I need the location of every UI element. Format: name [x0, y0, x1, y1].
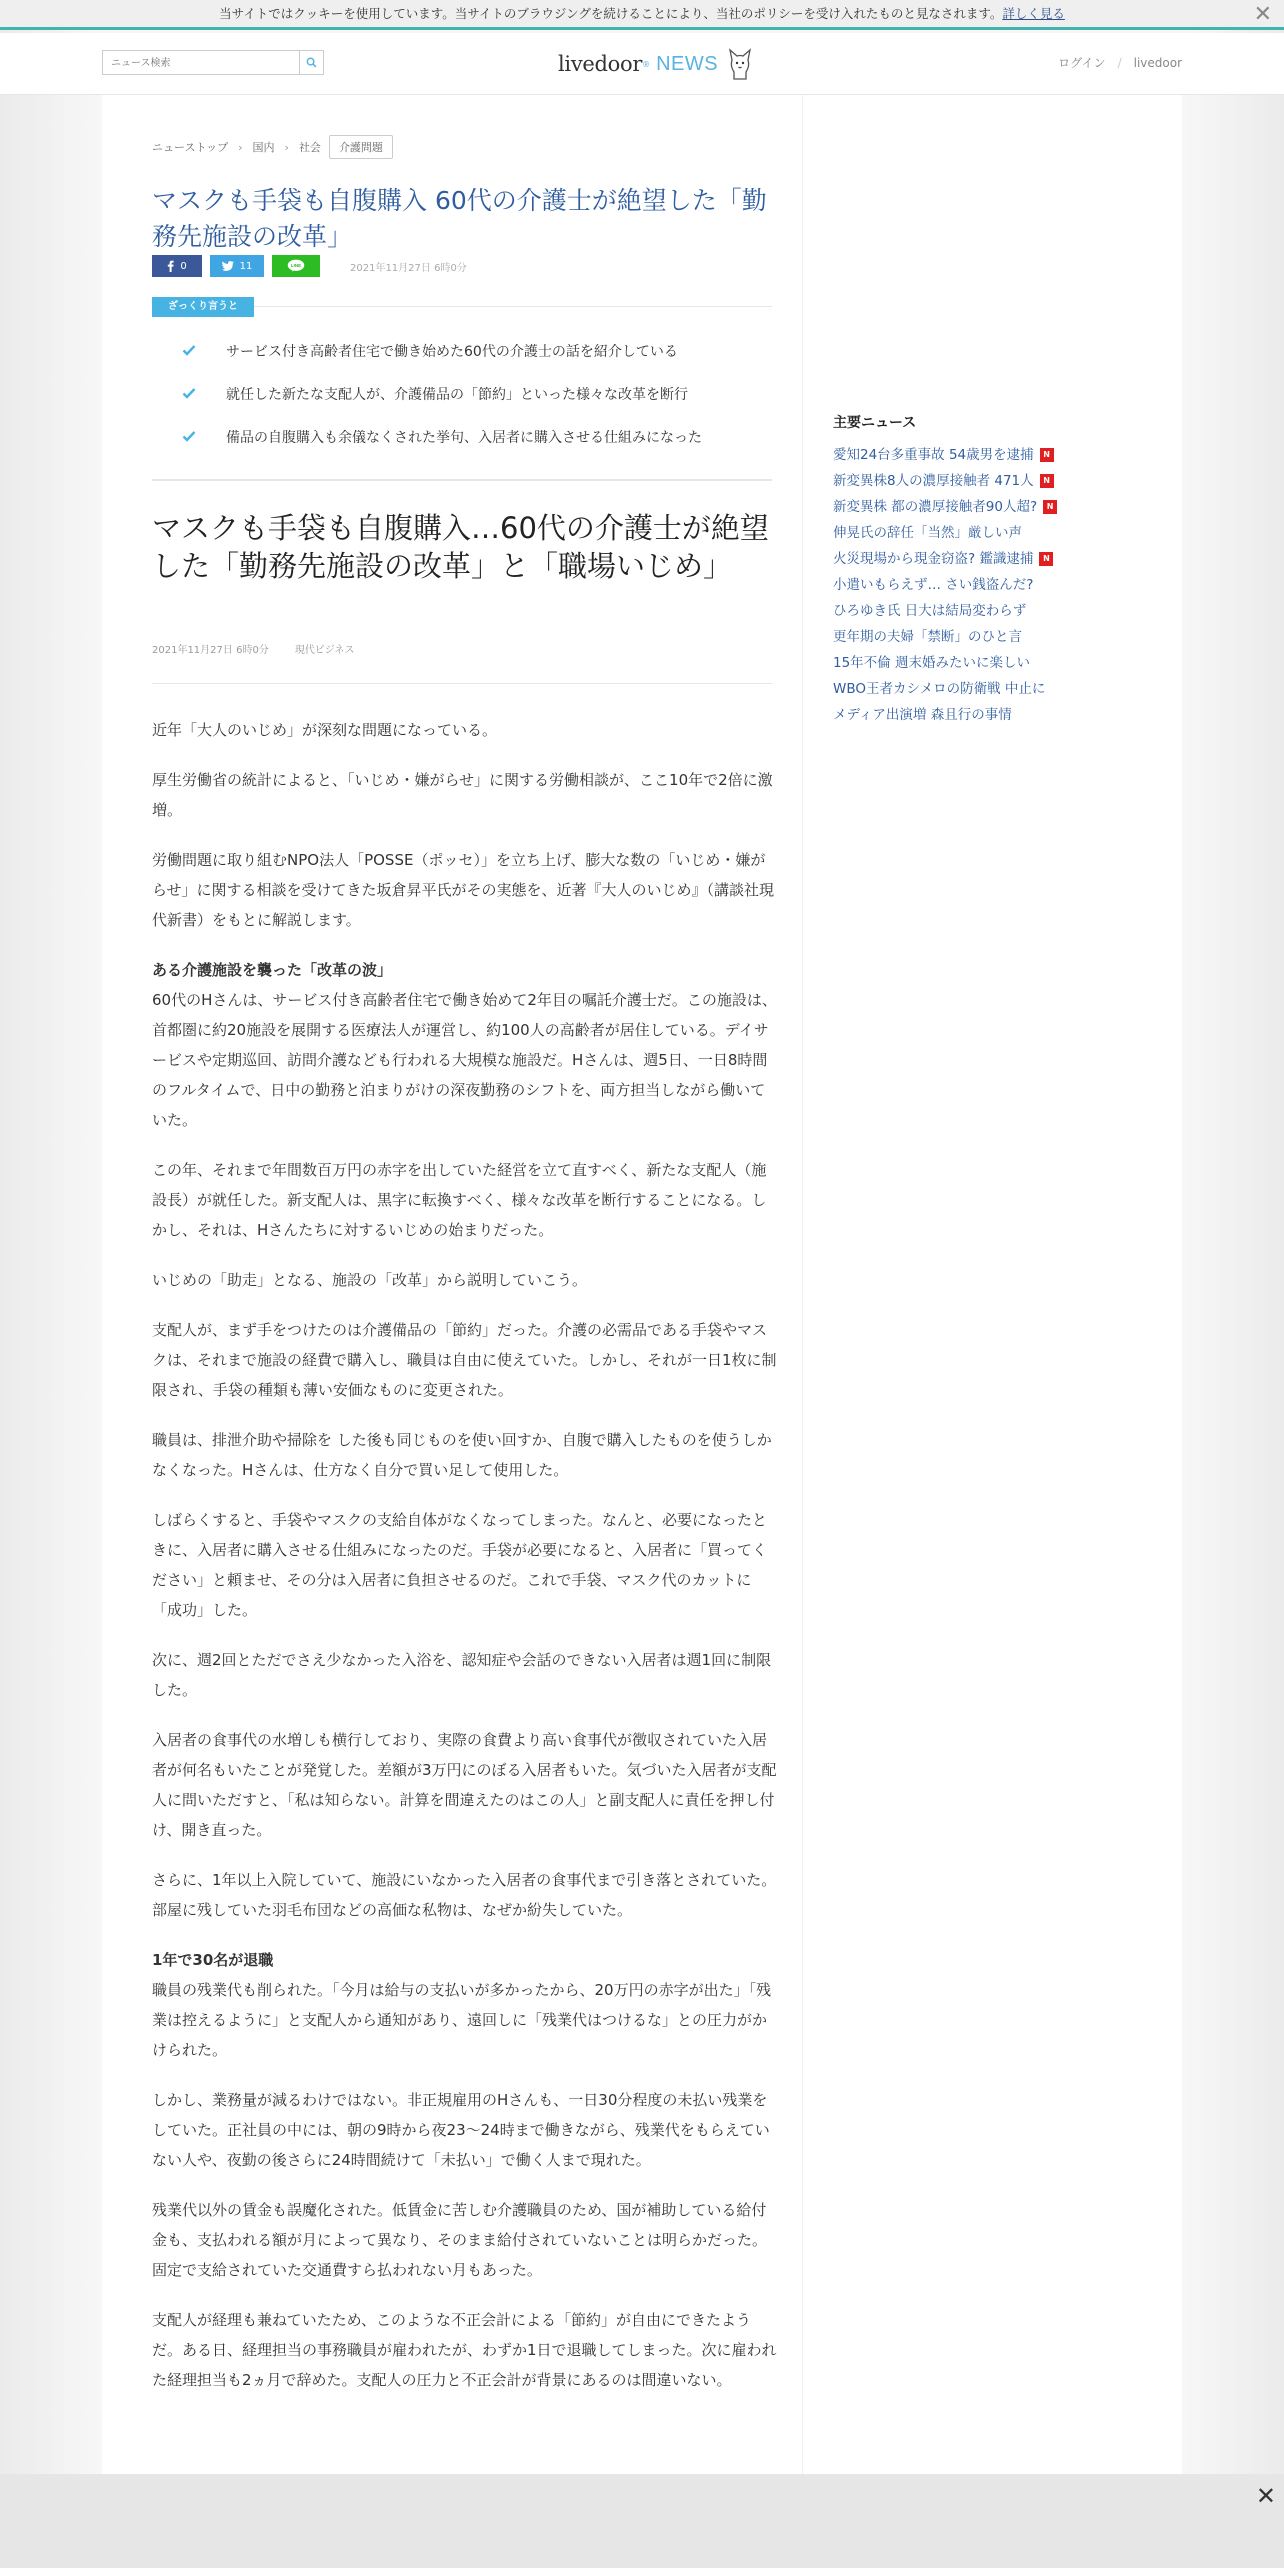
- breadcrumb-domestic[interactable]: 国内: [252, 141, 275, 154]
- summary-list: [182, 343, 772, 472]
- body-paragraph: 労働問題に取り組むNPO法人「POSSE（ポッセ）」を立ち上げ、膨大な数の「いじめ・嫌がらせ」に関する相談を受けてきた坂倉昇平氏がその実態を、近著『大人のいじめ』（講談社現代新書）をもとに解説します。: [152, 851, 775, 929]
- check-icon: [182, 387, 196, 399]
- summary-item-text: 備品の自腹購入も余儀なくされた挙句、入居者に購入させる仕組みになった: [226, 430, 702, 446]
- facebook-share-count: 0: [180, 260, 187, 272]
- body-paragraph: いじめの「助走」となる、施設の「改革」から説明していこう。: [152, 1271, 588, 1289]
- body-paragraph: 支配人が経理も兼ねていたため、このような不正会計による「節約」が自由にできたようだ。ある日、経理担当の事務職員が雇われたが、わずか1日で退職してしまった。次に雇われた経理担当も2ヵ月で辞めた。支配人の圧力と不正会計が背景にあるのは間違いない。: [152, 2311, 777, 2389]
- top-news-item[interactable]: [833, 446, 1057, 472]
- top-news-item[interactable]: [833, 602, 1057, 628]
- top-news-link[interactable]: 伸晃氏の辞任「当然」厳しい声: [833, 525, 1022, 541]
- top-news-link[interactable]: 15年不倫 週末婚みたいに楽しい: [833, 655, 1030, 671]
- body-paragraph: しかし、業務量が減るわけではない。非正規雇用のHさんも、一日30分程度の未払い残業をしていた。正社員の中には、朝の9時から夜23～24時まで働きながら、残業代をもらえていない人や、夜勤の後さらに24時間続けて「未払い」で働く人まで現れた。: [152, 2091, 770, 2169]
- cookie-details-link[interactable]: 詳しく見る: [1002, 6, 1065, 21]
- sidebar-title: 主要ニュース: [833, 415, 917, 431]
- search-icon: [306, 57, 317, 68]
- livedoor-link[interactable]: livedoor: [1133, 55, 1182, 70]
- body-paragraph: 職員は、排泄介助や掃除を した後も同じものを使い回すか、自腹で購入したものを使うしかなくなった。Hさんは、仕方なく自分で買い足して使用した。: [152, 1431, 772, 1479]
- chevron-right-icon: ›: [284, 140, 289, 154]
- body-paragraph: 職員の残業代も削られた。「今月は給与の支払いが多かったから、20万円の赤字が出た」「残業は控えるように」と支配人から通知があり、遠回しに「残業代はつけるな」との圧力がかけられた。: [152, 1981, 772, 2059]
- top-news-list: [833, 446, 1057, 732]
- top-news-link[interactable]: 愛知24台多重事故 54歳男を逮捕: [833, 447, 1034, 463]
- section-heading: 1年で30名が退職: [152, 1951, 274, 1969]
- header-separator: /: [1117, 55, 1122, 70]
- body-paragraph: さらに、1年以上入院していて、施設にいなかった入居者の食事代まで引き落とされていた。部屋に残していた羽毛布団などの高価な私物は、なぜか紛失していた。: [152, 1871, 777, 1919]
- article-source[interactable]: 現代ビジネス: [294, 645, 355, 656]
- cookie-message: 当サイトではクッキーを使用しています。当サイトのブラウジングを続けることにより、当社のポリシーを受け入れたものと見なされます。: [219, 6, 1003, 21]
- summary-label: ざっくり言うと: [152, 297, 254, 317]
- line-share-button[interactable]: [272, 255, 320, 277]
- search-input[interactable]: [103, 52, 299, 75]
- body-paragraph: 次に、週2回とただでさえ少なかった入浴を、認知症や会話のできない入居者は週1回に制限した。: [152, 1651, 772, 1699]
- top-news-item[interactable]: [833, 576, 1057, 602]
- top-news-link[interactable]: 火災現場から現金窃盗? 鑑識逮捕: [833, 551, 1034, 567]
- article-date: 2021年11月27日 6時0分: [152, 645, 269, 656]
- body-paragraph: 厚生労働省の統計によると、「いじめ・嫌がらせ」に関する労働相談が、ここ10年で2倍に激増。: [152, 771, 773, 819]
- top-news-link[interactable]: 新変異株8人の濃厚接触者 471人: [833, 473, 1034, 489]
- top-news-link[interactable]: 新変異株 都の濃厚接触者90人超?: [833, 499, 1038, 515]
- breadcrumb-news-top[interactable]: ニューストップ: [152, 141, 229, 154]
- breadcrumb-society[interactable]: 社会: [298, 141, 321, 154]
- new-badge: N: [1039, 552, 1053, 566]
- body-paragraph: 60代のHさんは、サービス付き高齢者住宅で働き始めて2年目の嘱託介護士だ。この施設は、首都圏に約20施設を展開する医療法人が運営し、約100人の高齢者が居住している。デイサービスや定期巡回、訪問介護なども行われる大規模な施設だ。Hさんは、週5日、一日8時間のフルタイムで、日中の勤務と泊まりがけの深夜勤務のシフトを、両方担当しながら働いていた。: [152, 991, 777, 1129]
- article-date-small: 2021年11月27日 6時0分: [350, 262, 467, 274]
- new-badge: N: [1040, 448, 1054, 462]
- summary-item: [182, 343, 772, 386]
- summary-item: [182, 386, 772, 429]
- bottom-ad-bar: [0, 2474, 1284, 2568]
- top-news-item[interactable]: [833, 498, 1057, 524]
- topic-tag[interactable]: 介護問題: [329, 135, 393, 159]
- article-headline: マスクも手袋も自腹購入…60代の介護士が絶望した「勤務先施設の改革」と「職場いじめ」: [152, 511, 769, 583]
- chevron-right-icon: ›: [238, 140, 243, 154]
- summary-item: [182, 429, 772, 472]
- breadcrumb: [152, 135, 393, 159]
- article-body: [152, 715, 777, 2415]
- section-divider: [152, 479, 772, 481]
- header-links: [1058, 54, 1182, 71]
- login-link[interactable]: ログイン: [1058, 56, 1106, 70]
- logo-news: NEWS: [656, 52, 719, 75]
- summary-item-text: 就任した新たな支配人が、介護備品の「節約」といった様々な改革を断行: [226, 387, 688, 403]
- logo-mark-icon: ®: [642, 59, 651, 69]
- twitter-share-button[interactable]: [210, 255, 264, 277]
- body-paragraph: 近年「大人のいじめ」が深刻な問題になっている。: [152, 721, 498, 739]
- site-header: [0, 33, 1284, 95]
- body-paragraph: この年、それまで年間数百万円の赤字を出していた経営を立て直すべく、新たな支配人（施設長）が就任した。新支配人は、黒字に転換すべく、様々な改革を断行することになる。しかし、それは、Hさんたちに対するいじめの始まりだった。: [152, 1161, 767, 1239]
- new-badge: N: [1040, 474, 1054, 488]
- ad-close-icon[interactable]: ✕: [1255, 2482, 1276, 2510]
- top-news-item[interactable]: [833, 654, 1057, 680]
- line-icon: [287, 259, 305, 273]
- top-news-item[interactable]: [833, 706, 1057, 732]
- top-news-link[interactable]: 更年期の夫婦「禁断」のひと言: [833, 629, 1022, 645]
- sidebar: [802, 95, 1182, 2475]
- top-news-item[interactable]: [833, 524, 1057, 550]
- top-news-link[interactable]: 小遣いもらえず… さい銭盗んだ?: [833, 577, 1034, 593]
- new-badge: N: [1043, 500, 1057, 514]
- article-meta: [152, 641, 355, 656]
- share-buttons: [152, 255, 467, 277]
- top-news-link[interactable]: ひろゆき氏 日大は結局変わらず: [833, 603, 1027, 619]
- cat-mascot-icon: [726, 46, 754, 82]
- section-heading: ある介護施設を襲った「改革の波」: [152, 961, 393, 979]
- search-button[interactable]: [299, 51, 323, 74]
- section-divider: [152, 683, 772, 684]
- site-logo[interactable]: [558, 42, 754, 86]
- svg-text:LINE: LINE: [290, 263, 302, 269]
- twitter-share-count: 11: [239, 260, 253, 272]
- facebook-share-button[interactable]: [152, 255, 202, 277]
- top-news-item[interactable]: [833, 628, 1057, 654]
- body-paragraph: 残業代以外の賃金も誤魔化された。低賃金に苦しむ介護職員のため、国が補助している給付金も、支払われる額が月によって異なり、そのまま給付されていないことは明らかだった。固定で支給されていた交通費すら払われない月もあった。: [152, 2201, 768, 2279]
- cookie-banner: [0, 0, 1284, 30]
- search-box: [102, 50, 324, 75]
- body-paragraph: 支配人が、まず手をつけたのは介護備品の「節約」だった。介護の必需品である手袋やマスクは、それまで施設の経費で購入し、職員は自由に使えていた。しかし、それが一日1枚に制限され、手袋の種類も薄い安価なものに変更された。: [152, 1321, 777, 1399]
- facebook-icon: [167, 260, 174, 272]
- twitter-icon: [222, 261, 234, 271]
- article-main: [102, 95, 802, 2475]
- top-news-link[interactable]: メディア出演増 森且行の事情: [833, 707, 1012, 723]
- top-news-item[interactable]: [833, 472, 1057, 498]
- top-news-item[interactable]: [833, 550, 1057, 576]
- check-icon: [182, 430, 196, 442]
- logo-livedoor: livedoor: [558, 52, 643, 76]
- article-title: マスクも手袋も自腹購入 60代の介護士が絶望した「勤務先施設の改革」: [152, 186, 767, 251]
- body-paragraph: しばらくすると、手袋やマスクの支給自体がなくなってしまった。なんと、必要になったときに、入居者に購入させる仕組みになったのだ。手袋が必要になると、入居者に「買ってください」と頼ませ、その分は入居者に負担させるのだ。これで手袋、マスク代のカットに「成功」した。: [152, 1511, 768, 1619]
- summary-item-text: サービス付き高齢者住宅で働き始めた60代の介護士の話を紹介している: [226, 344, 678, 360]
- check-icon: [182, 344, 196, 356]
- top-news-item[interactable]: [833, 680, 1057, 706]
- cookie-close-icon[interactable]: ✕: [1253, 2, 1272, 27]
- body-paragraph: 入居者の食事代の水増しも横行しており、実際の食費より高い食事代が徴収されていた入居者が何名もいたことが発覚した。差額が3万円にのぼる入居者もいた。気づいた入居者が支配人に問いただすと、「私は知らない。計算を間違えたのはこの人」と副支配人に責任を押し付け、開き直った。: [152, 1731, 777, 1839]
- top-news-link[interactable]: WBO王者カシメロの防衛戦 中止に: [833, 681, 1046, 697]
